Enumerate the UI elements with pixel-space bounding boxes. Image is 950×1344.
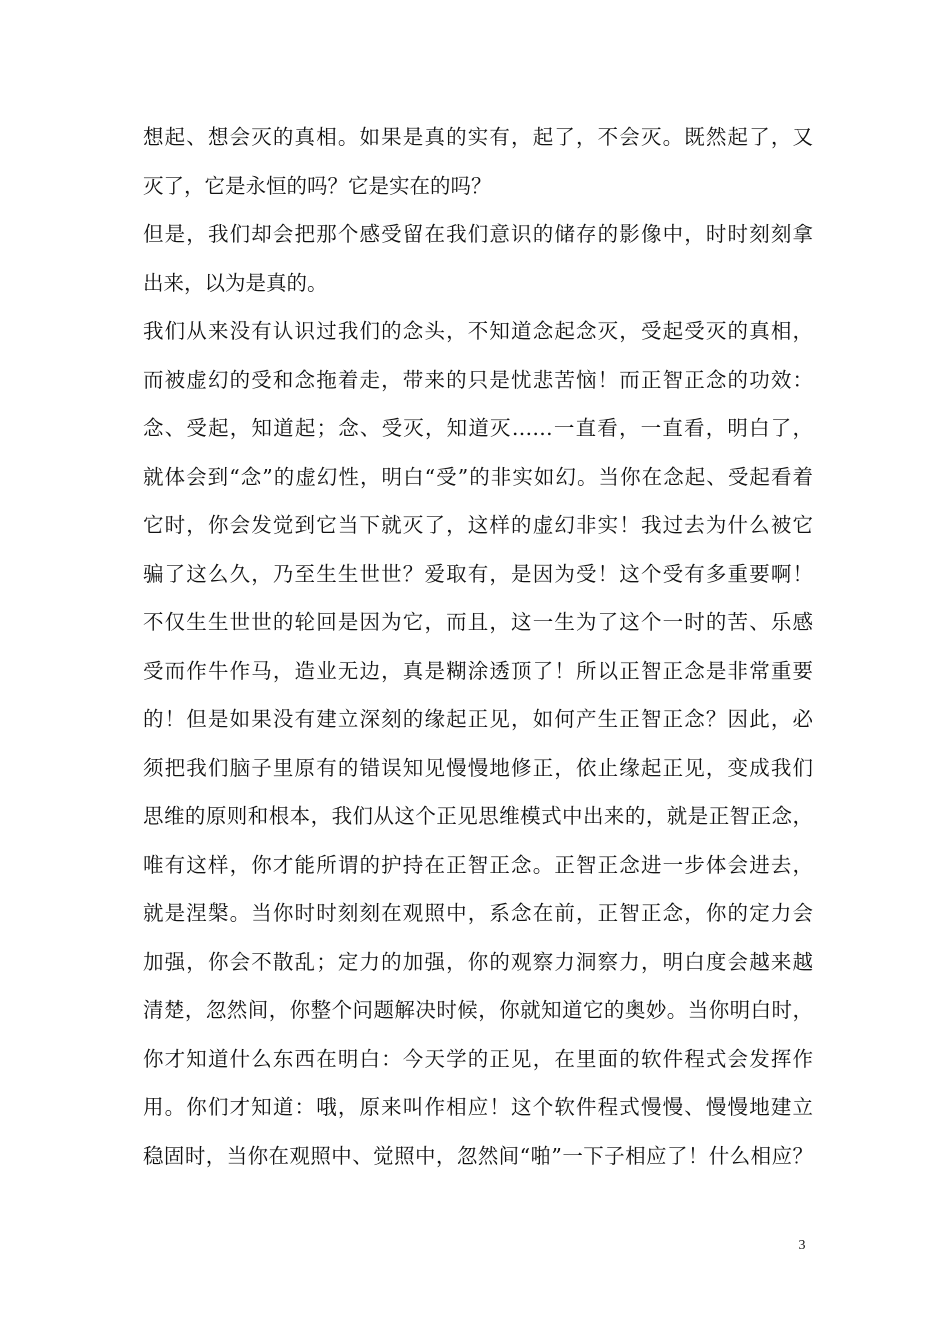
text-line: 我们从来没有认识过我们的念头，不知道念起念灭，受起受灭的真相， [143,319,813,343]
text-line: 的！但是如果没有建立深刻的缘起正见，如何产生正智正念？因此，必 [143,707,813,731]
text-line: 而被虚幻的受和念拖着走，带来的只是忧悲苦恼！而正智正念的功效： [143,367,813,392]
page-number: 3 [798,1238,806,1253]
text-line: 思维的原则和根本，我们从这个正见思维模式中出来的，就是正智正念， [143,804,813,828]
text-line: 须把我们脑子里原有的错误知见慢慢地修正，依止缘起正见，变成我们 [143,755,813,780]
text-line: 就体会到“念”的虚幻性，明白“受”的非实如幻。当你在念起、受起看着 [143,464,813,489]
body-text [143,113,813,1180]
text-line: 受而作牛作马，造业无边，真是糊涂透顶了！所以正智正念是非常重要 [143,658,813,683]
text-line: 用。你们才知道：哦，原来叫作相应！这个软件程式慢慢、慢慢地建立 [143,1095,813,1119]
text-line: 但是，我们却会把那个感受留在我们意识的储存的影像中，时时刻刻拿 [143,222,813,246]
text-line: 加强，你会不散乱；定力的加强，你的观察力洞察力，明白度会越来越 [143,949,813,974]
text-line: 出来，以为是真的。 [143,270,328,295]
text-line: 稳固时，当你在观照中、觉照中，忽然间“啪”一下子相应了！什么相应？ [143,1143,813,1168]
text-line: 灭了，它是永恒的吗？它是实在的吗？ [143,173,492,198]
text-line: 你才知道什么东西在明白：今天学的正见，在里面的软件程式会发挥作 [143,1046,813,1071]
text-line: 骗了这么久，乃至生生世世？爱取有，是因为受！这个受有多重要啊！ [143,561,813,586]
text-line: 就是涅槃。当你时时刻刻在观照中，系念在前，正智正念，你的定力会 [143,901,813,925]
text-line: 它时，你会发觉到它当下就灭了，这样的虚幻非实！我过去为什么被它 [143,513,813,537]
text-line: 不仅生生世世的轮回是因为它，而且，这一生为了这个一时的苦、乐感 [143,610,813,634]
text-line: 唯有这样，你才能所谓的护持在正智正念。正智正念进一步体会进去， [143,852,813,877]
text-line: 清楚，忽然间，你整个问题解决时候，你就知道它的奥妙。当你明白时， [143,998,813,1022]
text-line: 想起、想会灭的真相。如果是真的实有，起了，不会灭。既然起了，又 [143,125,813,149]
text-line: 念、受起，知道起；念、受灭，知道灭……一直看，一直看，明白了， [143,416,813,440]
